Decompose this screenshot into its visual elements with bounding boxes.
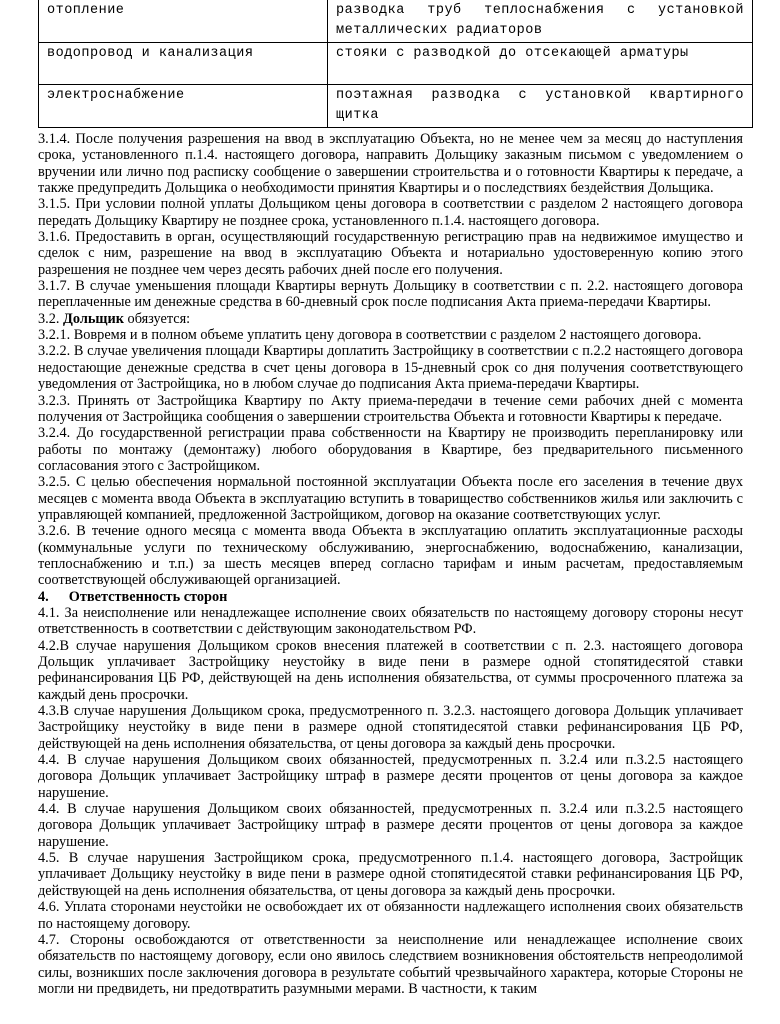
clause-4-4: 4.4. В случае нарушения Дольщиком своих обязанностей, предусмотренных п. 3.2.4 или п.3.2.5 настоящего договора Дольщик уплачивает Застройщику штраф в размере десяти процентов от цены договора за каждое нарушение. bbox=[38, 752, 743, 801]
utility-description-cell: стояки с разводкой до отсекающей арматуры bbox=[328, 43, 753, 85]
utilities-finish-table bbox=[38, 0, 753, 128]
clause-4-1: 4.1. За неисполнение или ненадлежащее исполнение своих обязательств по настоящему договору стороны несут ответственность в соответствии с действующим законодательством РФ. bbox=[38, 604, 743, 638]
clause-4-2: 4.2.В случае нарушения Дольщиком сроков внесения платежей в соответствии с п. 2.3. настоящего договора Дольщик уплачивает Застройщику неустойку в виде пени в размере одной стопятидесятой ставки рефинансирования ЦБ РФ, действующей на день исполнения обязательства, от суммы просроченного платежа за каждый день просрочки. bbox=[38, 637, 743, 703]
clause-text: обязуется: bbox=[123, 310, 191, 327]
clause-4-6: 4.6. Уплата сторонами неустойки не освобождает их от обязанности надлежащего исполнения своих обязательств по настоящему договору. bbox=[38, 899, 743, 932]
party-name-bold: Дольщик bbox=[63, 310, 124, 327]
table-row-electricity bbox=[39, 85, 753, 128]
utility-name-cell: отопление bbox=[39, 0, 328, 43]
clause-3-2-6: 3.2.6. В течение одного месяца с момента ввода Объекта в эксплуатацию оплатить эксплуатационные расходы (коммунальные услуги по техническому обслуживанию, энергоснабжению, водоснабжению, канализации, теплоснабжению и т.п.) за шесть месяцев вперед согласно тарифам и иным расчетам, предоставляемым соответствующей обслуживающей организацией. bbox=[38, 523, 743, 589]
clause-3-1-5: 3.1.5. При условии полной уплаты Дольщиком цены договора в соответствии с разделом 2 настоящего договора передать Дольщику Квартиру не позднее срока, установленного п.1.4. настоящего договора. bbox=[38, 196, 743, 229]
clause-4-5: 4.5. В случае нарушения Застройщиком срока, предусмотренного п.1.4. настоящего договора, Застройщик уплачивает Дольщику неустойку в виде пени в размере одной стопятидесятой ставки рефинансирования ЦБ РФ, действующей на день исполнения обязательства, от цены договора за каждый день просрочки. bbox=[38, 850, 743, 899]
utility-name-cell: водопровод и канализация bbox=[39, 43, 328, 85]
clause-3-1-7: 3.1.7. В случае уменьшения площади Квартиры вернуть Дольщику в соответствии с п. 2.2. настоящего договора переплаченные им денежные средства в 60-дневный срок после подписания Акта приема-передачи Квартиры. bbox=[38, 278, 743, 311]
utility-description-cell: поэтажная разводка с установкой квартирного щитка bbox=[328, 85, 753, 128]
clause-4-3: 4.3.В случае нарушения Дольщиком срока, предусмотренного п. 3.2.3. настоящего договора Дольщик уплачивает Застройщику неустойку в виде пени в размере одной стопятидесятой ставки рефинансирования ЦБ РФ, действующей на день исполнения обязательства, от цены договора за каждый день просрочки. bbox=[38, 703, 743, 752]
contract-clauses bbox=[38, 131, 743, 997]
table-row-water-sewerage bbox=[39, 43, 753, 85]
clause-3-2-3: 3.2.3. Принять от Застройщика Квартиру по Акту приема-передачи в течение семи рабочих дней с момента получения от Застройщика сообщения о завершении строительства Объекта и готовности Квартиры к передаче. bbox=[38, 392, 743, 425]
clause-3-1-4: 3.1.4. После получения разрешения на ввод в эксплуатацию Объекта, но не менее чем за месяц до наступления срока, установленного п.1.4. настоящего договора, направить Дольщику заказным письмом с уведомлением о вручении или лично под расписку сообщение о завершении строительства и о готовности Квартиры к передаче, а также предупредить Дольщика о необходимости принятия Квартиры и о последствиях бездействия Дольщика. bbox=[38, 131, 743, 197]
clause-3-2 bbox=[38, 311, 743, 327]
clause-number: 3.2. bbox=[38, 310, 60, 327]
clause-3-2-5: 3.2.5. С целью обеспечения нормальной постоянной эксплуатации Объекта после его заселения в течение двух месяцев с момента ввода Объекта в эксплуатацию вступить в товарищество собственников жилья или заключить с управляющей компанией, предложенной Застройщиком, договор на оказание соответствующих услуг. bbox=[38, 474, 743, 523]
table-row-heating bbox=[39, 0, 753, 43]
clause-4-4-duplicate: 4.4. В случае нарушения Дольщиком своих обязанностей, предусмотренных п. 3.2.4 или п.3.2.5 настоящего договора Дольщик уплачивает Застройщику штраф в размере десяти процентов от цены договора за каждое нарушение. bbox=[38, 801, 743, 850]
clause-3-2-4: 3.2.4. До государственной регистрации права собственности на Квартиру не производить перепланировку или работы по монтажу (демонтажу) любого оборудования в Квартире, без предварительного письменного согласования этого с Застройщиком. bbox=[38, 425, 743, 474]
section-number: 4. bbox=[38, 588, 49, 605]
section-title: Ответственность сторон bbox=[68, 588, 228, 605]
clause-3-1-6: 3.1.6. Предоставить в орган, осуществляющий государственную регистрацию прав на недвижимое имущество и сделок с ним, разрешение на ввод в эксплуатацию Объекта и нотариально удостоверенную копию этого разрешения не позднее чем через десять рабочих дней после его получения. bbox=[38, 229, 743, 278]
utility-description-cell: разводка труб теплоснабжения с установкой металлических радиаторов bbox=[328, 0, 753, 43]
clause-3-2-1: 3.2.1. Вовремя и в полном объеме уплатить цену договора в соответствии с разделом 2 настоящего договора. bbox=[38, 327, 702, 344]
clause-3-2-2: 3.2.2. В случае увеличения площади Квартиры доплатить Застройщику в соответствии с п.2.2 настоящего договора недостающие денежные средства в счет цены договора в 15-дневный срок со дня получения соответствующего уведомления от Застройщика, но в любом случае до подписания Акта приема-передачи Квартиры. bbox=[38, 343, 743, 393]
utility-name-cell: электроснабжение bbox=[39, 85, 328, 128]
section-4-heading bbox=[38, 589, 743, 605]
clause-4-7: 4.7. Стороны освобождаются от ответственности за неисполнение или ненадлежащее исполнение своих обязательств по настоящему договору, если оно явилось следствием возникновения обстоятельств непреодолимой силы, возникших после заключения договора в результате событий чрезвычайного характера, которые Стороны не могли ни предвидеть, ни предотвратить разумными мерами. В частности, к таким bbox=[38, 931, 743, 997]
